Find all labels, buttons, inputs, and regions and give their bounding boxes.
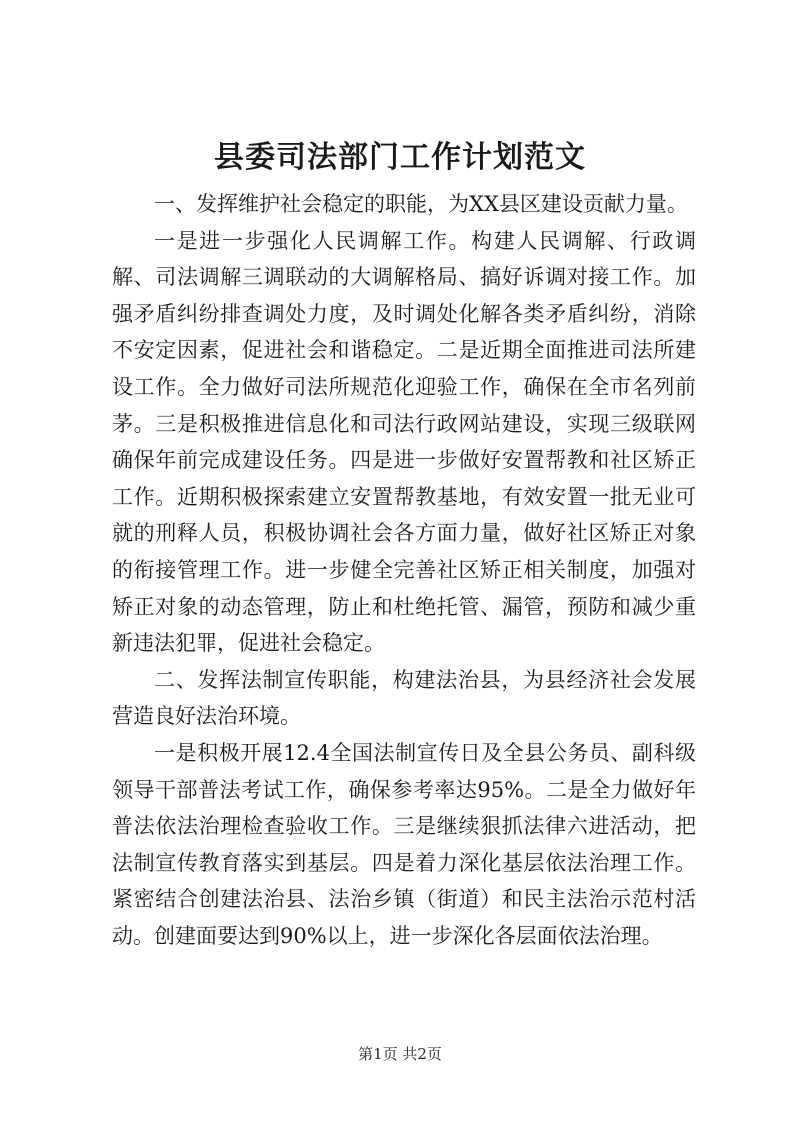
document-body: [112, 186, 696, 954]
paragraph-section-1-heading: 一、发挥维护社会稳定的职能，为XX县区建设贡献力量。: [154, 192, 688, 216]
paragraph-section-2-heading: 二、发挥法制宣传职能，构建法治县，为县经济社会发展营造良好法治环境。: [112, 667, 696, 729]
paragraph-section-2-body: 一是积极开展12.4全国法制宣传日及全县公务员、副科级领导干部普法考试工作，确保参考率达95%。二是全力做好年普法依法治理检查验收工作。三是继续狠抓法律六进活动，把法制宣传教育落实到基层。四是着力深化基层依法治理工作。紧密结合创建法治县、法治乡镇（街道）和民主法治示范村活动。创建面要达到90%以上，进一步深化各层面依法治理。: [112, 740, 696, 948]
page-number-footer: 第1页 共2页: [358, 1045, 442, 1063]
document-title: 县委司法部门工作计划范文: [214, 140, 586, 175]
paragraph-section-1-body: 一是进一步强化人民调解工作。构建人民调解、行政调解、司法调解三调联动的大调解格局、搞好诉调对接工作。加强矛盾纠纷排查调处力度，及时调处化解各类矛盾纠纷，消除不安定因素，促进社会和谐稳定。二是近期全面推进司法所建设工作。全力做好司法所规范化迎验工作，确保在全市名列前茅。三是积极推进信息化和司法行政网站建设，实现三级联网确保年前完成建设任务。四是进一步做好安置帮教和社区矫正工作。近期积极探索建立安置帮教基地，有效安置一批无业可就的刑释人员，积极协调社会各方面力量，做好社区矫正对象的衔接管理工作。进一步健全完善社区矫正相关制度，加强对矫正对象的动态管理，防止和杜绝托管、漏管，预防和减少重新违法犯罪，促进社会稳定。: [112, 228, 696, 656]
